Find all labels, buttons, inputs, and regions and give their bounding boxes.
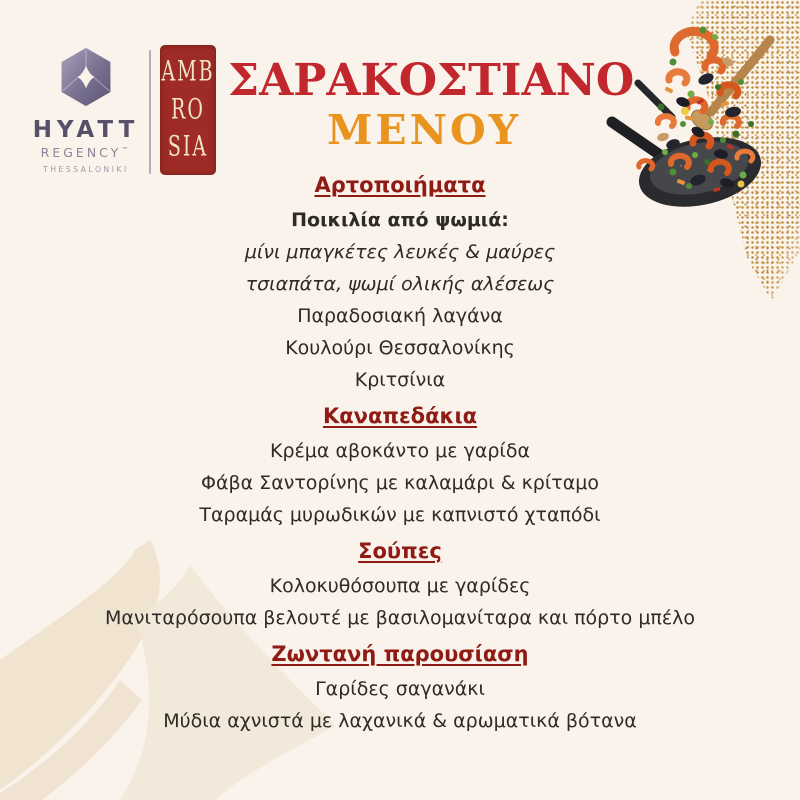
hyatt-city-label: THESSALONIKI xyxy=(43,165,129,174)
menu-sections xyxy=(40,173,760,743)
section-heading: Αρτοποιήματα xyxy=(314,173,486,197)
page-title xyxy=(228,55,635,154)
menu-section xyxy=(40,173,760,390)
section-heading: Σούπες xyxy=(358,539,442,563)
menu-item: τσιαπάτα, ψωμί ολικής αλέσεως xyxy=(245,273,555,295)
menu-item: Παραδοσιακή λαγάνα xyxy=(297,305,503,327)
menu-item: Κριτσίνια xyxy=(354,369,446,391)
hyatt-hexagon-icon xyxy=(57,46,115,108)
ambrosia-logo-line: SIA xyxy=(167,130,209,163)
menu-section xyxy=(40,642,760,731)
hyatt-regency-wordmark: REGENCY™ xyxy=(40,145,132,160)
menu-item: Κρέμα αβοκάντο με γαρίδα xyxy=(270,440,530,462)
title-line-2: ΜΕΝΟΥ xyxy=(326,106,522,154)
ambrosia-logo-line: AMB xyxy=(161,56,215,88)
menu-item: Κουλούρι Θεσσαλονίκης xyxy=(285,337,515,359)
hyatt-wordmark: HYATT xyxy=(32,117,140,143)
ambrosia-logo xyxy=(160,45,216,175)
menu-item: μίνι μπαγκέτες λευκές & μαύρες xyxy=(244,241,556,263)
hyatt-logo xyxy=(28,46,144,174)
menu-item: Μύδια αχνιστά με λαχανικά & αρωματικά βότανα xyxy=(163,710,637,732)
section-items xyxy=(40,210,760,390)
menu-item: Κολοκυθόσουπα με γαρίδες xyxy=(269,575,531,597)
title-line-1: ΣΑΡΑΚΟΣΤΙΑΝΟ xyxy=(228,55,635,106)
menu-section xyxy=(40,404,760,525)
section-items xyxy=(40,576,760,628)
menu-item: Γαρίδες σαγανάκι xyxy=(315,678,485,700)
section-items xyxy=(40,679,760,731)
ambrosia-logo-line: RO xyxy=(171,93,205,126)
menu-item: Μανιταρόσουπα βελουτέ με βασιλομανίταρα και πόρτο μπέλο xyxy=(105,607,695,629)
menu-item: Ποικιλία από ψωμιά: xyxy=(291,209,509,231)
section-items xyxy=(40,441,760,525)
section-heading: Ζωντανή παρουσίαση xyxy=(271,642,529,666)
menu-item: Φάβα Σαντορίνης με καλαμάρι & κρίταμο xyxy=(201,472,599,494)
section-heading: Καναπεδάκια xyxy=(322,404,478,428)
menu-item: Ταραμάς μυρωδικών με καπνιστό χταπόδι xyxy=(199,504,601,526)
brand-divider xyxy=(149,50,151,174)
menu-section xyxy=(40,539,760,628)
trademark-symbol: ™ xyxy=(121,145,132,154)
